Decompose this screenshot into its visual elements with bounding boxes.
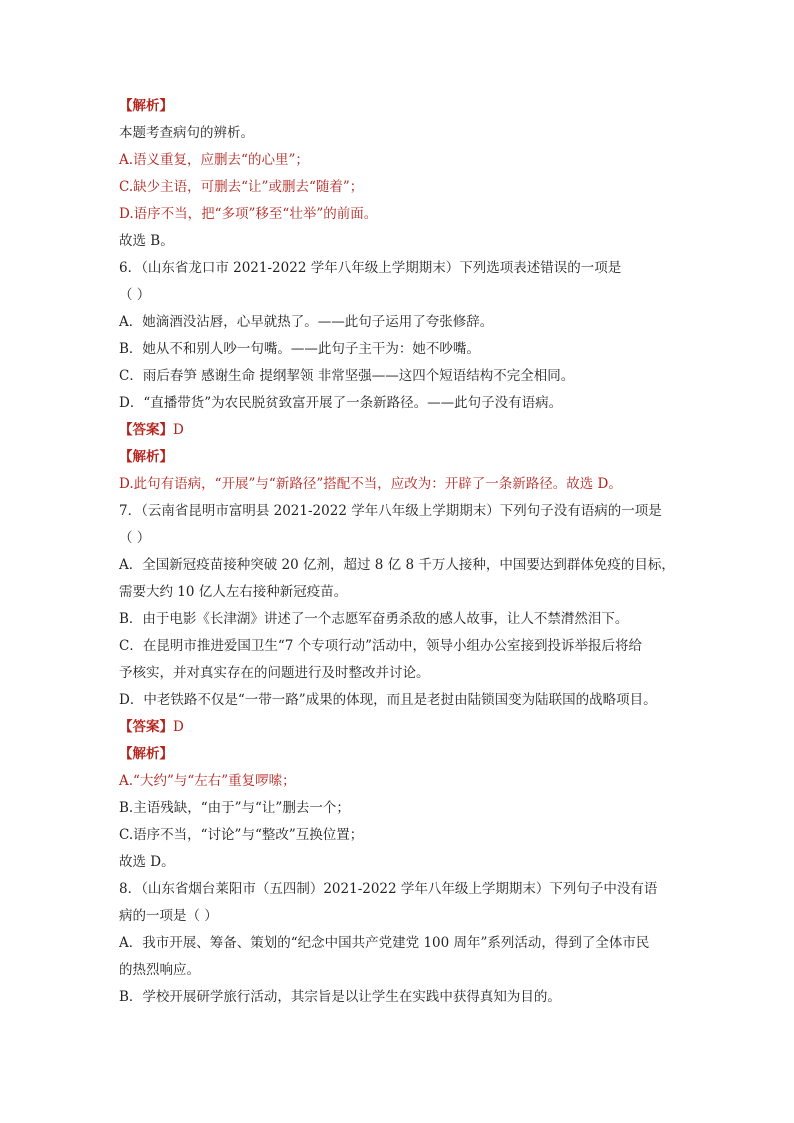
answer-label: 【答案】 <box>119 719 173 735</box>
q8-option-b: B．学校开展研学旅行活动，其宗旨是以让学生在实践中获得真知为目的。 <box>119 989 561 1005</box>
q6-option-c: C．雨后春笋 感谢生命 提纲挈领 非常坚强——这四个短语结构不完全相同。 <box>119 368 575 384</box>
q6-option-b: B．她从不和别人吵一句嘴。——此句子主干为：她不吵嘴。 <box>119 341 480 357</box>
q7-stem: 7．（云南省昆明市富明县 2021-2022 学年八年级上学期期末）下列句子没有语病的一项是 <box>119 503 662 519</box>
q6-answer-blank: （ ） <box>119 287 151 303</box>
q7-analysis-c: C.语序不当，“讨论”与“整改”互换位置； <box>119 827 364 843</box>
analysis-intro: 本题考查病句的辨析。 <box>119 125 254 141</box>
q7-analysis-label: 【解析】 <box>119 746 173 762</box>
analysis-label: 【解析】 <box>119 98 173 114</box>
answer-value: D <box>173 719 184 735</box>
analysis-option-c: C.缺少主语，可删去“让”或删去“随着”； <box>119 179 364 195</box>
q6-analysis: D.此句有语病，“开展”与“新路径”搭配不当，应改为：开辟了一条新路径。故选 D。 <box>119 476 622 492</box>
q7-option-a-line1: A．全国新冠疫苗接种突破 20 亿剂，超过 8 亿 8 千万人接种，中国要达到群体免疫的目标， <box>119 557 675 573</box>
q7-answer <box>119 714 689 741</box>
answer-label: 【答案】 <box>119 422 173 438</box>
analysis-option-d: D.语序不当，把“多项”移至“壮举”的前面。 <box>119 206 378 222</box>
q7-option-a-line2: 需要大约 10 亿人左右接种新冠疫苗。 <box>119 584 348 600</box>
q6-answer <box>119 417 689 444</box>
q7-conclusion: 故选 D。 <box>119 854 175 870</box>
q7-option-c-line1: C．在昆明市推进爱国卫生“7 个专项行动”活动中，领导小组办公室接到投诉举报后将给 <box>119 638 643 654</box>
document-page <box>119 93 689 1011</box>
q8-stem-line2: 病的一项是（ ） <box>119 908 218 924</box>
q7-answer-blank: （ ） <box>119 530 151 546</box>
q8-option-a-line2: 的热烈响应。 <box>119 962 200 978</box>
analysis-option-a: A.语义重复，应删去“的心里”； <box>119 152 309 168</box>
q7-option-c-line2: 予核实，并对真实存在的问题进行及时整改并讨论。 <box>119 665 430 681</box>
q8-stem-line1: 8．（山东省烟台莱阳市（五四制）2021-2022 学年八年级上学期期末）下列句子中没有语 <box>119 881 658 897</box>
answer-value: D <box>173 422 184 438</box>
q8-option-a-line1: A．我市开展、筹备、策划的“纪念中国共产党建党 100 周年”系列活动，得到了全体市民 <box>119 935 650 951</box>
q7-analysis-b: B.主语残缺，“由于”与“让”删去一个； <box>119 800 350 816</box>
q7-option-d: D．中老铁路不仅是“一带一路”成果的体现，而且是老挝由陆锁国变为陆联国的战略项目。 <box>119 692 657 708</box>
q6-option-a: A．她滴酒没沾唇，心早就热了。——此句子运用了夸张修辞。 <box>119 314 494 330</box>
q6-option-d: D．“直播带货”为农民脱贫致富开展了一条新路径。——此句子没有语病。 <box>119 395 563 411</box>
q6-stem: 6．（山东省龙口市 2021-2022 学年八年级上学期期末）下列选项表述错误的一项是 <box>119 260 622 276</box>
q6-analysis-label: 【解析】 <box>119 449 173 465</box>
analysis-conclusion: 故选 B。 <box>119 233 174 249</box>
q7-option-b: B．由于电影《长津湖》讲述了一个志愿军奋勇杀敌的感人故事，让人不禁潸然泪下。 <box>119 611 629 627</box>
q7-analysis-a: A.“大约”与“左右”重复啰嗦； <box>119 773 296 789</box>
